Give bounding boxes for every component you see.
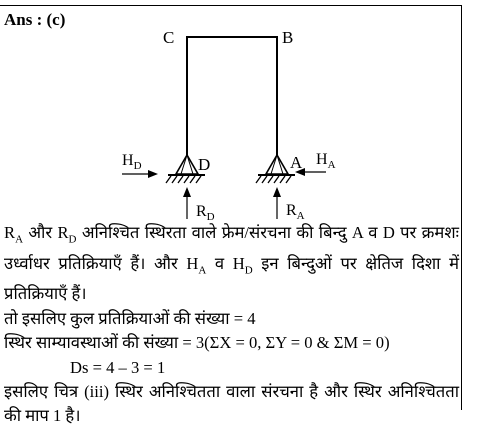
label-c: C <box>163 28 175 47</box>
label-hd: $H_D$ <box>122 152 142 172</box>
solution-text <box>4 221 459 429</box>
arrow-ra <box>273 187 281 219</box>
paragraph-ds: Ds = 4 – 3 = 1 <box>70 357 166 377</box>
label-ha: $H_A$ <box>316 151 336 171</box>
arrow-rd <box>183 187 191 219</box>
paragraph-total-reactions: तो इसलिए कुल प्रतिक्रियाओं की संख्या = 4 <box>4 308 256 328</box>
label-a: A <box>290 153 303 172</box>
paragraph-equilibrium-equations: स्थिर साम्यावस्थाओं की संख्या = 3(ΣX = 0, ΣY = 0 & ΣM = 0) <box>4 333 390 353</box>
label-rd: $R_D$ <box>196 203 215 223</box>
paragraph-conclusion: इसलिए चित्र (iii) स्थिर अनिश्चितता वाला संरचना है और स्थिर अनिश्चितता की माप 1 है। <box>4 382 459 426</box>
label-ra: $R_A$ <box>286 202 305 222</box>
answer-heading: Ans : (c) <box>4 10 66 29</box>
paragraph-reactions: $R_A$ और $R_D$ अनिश्चित स्थिरता वाले फ्रेम/संरचना की बिन्दु A व D पर क्रमशः उर्ध्वाधर प्रतिक्रियाएँ हैं। और $H_A$ व $H_D$ इन बिन्दुओं पर क्षेतिज दिशा में प्रतिक्रियाएँ हैं। <box>4 223 459 304</box>
label-b: B <box>282 28 294 47</box>
label-d: D <box>198 155 211 174</box>
